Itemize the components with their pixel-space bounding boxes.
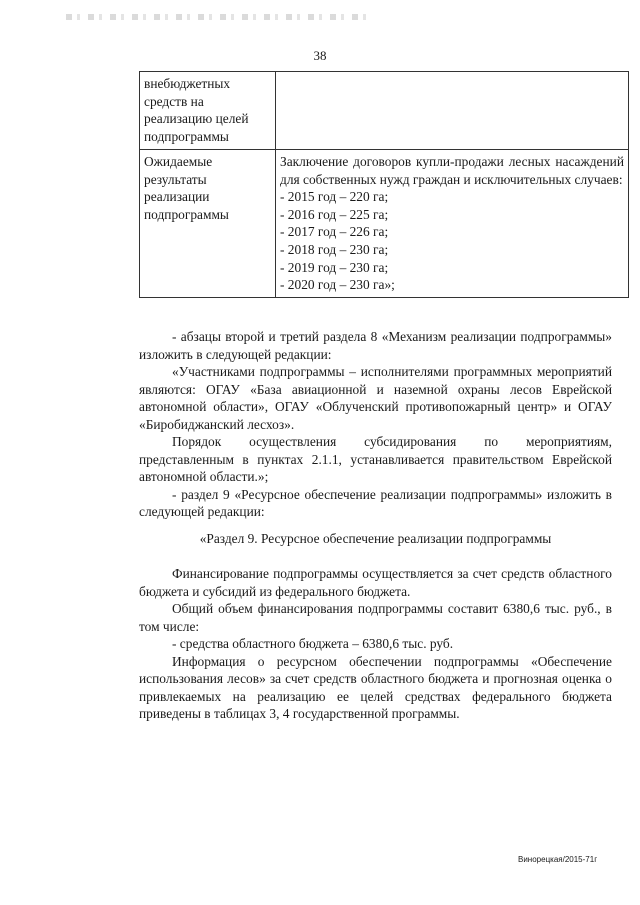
results-item-2018: - 2018 год – 230 га; — [280, 241, 389, 257]
table-row — [140, 72, 629, 150]
paragraph: Порядок осуществления субсидирования по мероприятиям, представленным в пунктах 2.1.1, устанавливается правительством Еврейской автономной области.»; — [139, 434, 612, 484]
section-heading: «Раздел 9. Ресурсное обеспечение реализации подпрограммы — [199, 531, 552, 546]
results-intro: Заключение договоров купли-продажи лесных насаждений для собственных нужд граждан и исключительных случаев: — [280, 154, 624, 187]
page-number: 38 — [313, 48, 327, 63]
results-item-2017: - 2017 год – 226 га; — [280, 224, 389, 240]
paragraph: - раздел 9 «Ресурсное обеспечение реализации подпрограммы» изложить в следующей редакции: — [139, 486, 612, 519]
results-item-2019: - 2019 год – 230 га; — [280, 259, 389, 275]
paragraph: «Участниками подпрограммы – исполнителями программных мероприятий являются: ОГАУ «База авиационной и наземной охраны лесов Еврейской автономной области», ОГАУ «Облученский противопожарный центр» и ОГАУ «Биробиджанский лесхоз». — [139, 364, 612, 432]
row-value-expected-results — [276, 150, 629, 298]
row-label-budget-funds: внебюджетных средств на реализацию целей подпрограммы — [140, 72, 276, 150]
section-heading-block — [139, 530, 612, 548]
table-row — [140, 150, 629, 298]
paragraph: Общий объем финансирования подпрограммы составит 6380,6 тыс. руб., в том числе: — [139, 601, 612, 634]
paragraph: Финансирование подпрограммы осуществляется за счет средств областного бюджета и субсидий из федерального бюджета. — [139, 566, 612, 599]
paragraph: - абзацы второй и третий раздела 8 «Механизм реализации подпрограммы» изложить в следующей редакции: — [139, 329, 612, 362]
row-label-expected-results: Ожидаемые результаты реализации подпрограммы — [140, 150, 276, 298]
amendment-text — [139, 328, 612, 521]
paragraph: - средства областного бюджета – 6380,6 тыс. руб. — [172, 636, 454, 651]
results-item-2015: - 2015 год – 220 га; — [280, 189, 389, 205]
results-item-2020: - 2020 год – 230 га»; — [280, 277, 395, 293]
subprogram-passport-table — [139, 71, 629, 298]
footer-reference: Винорецкая/2015-71г — [518, 855, 598, 864]
results-item-2016: - 2016 год – 225 га; — [280, 206, 389, 222]
section-9-text — [139, 565, 612, 723]
scan-header-noise — [66, 14, 366, 20]
row-value-budget-funds — [276, 72, 629, 150]
paragraph: Информация о ресурсном обеспечении подпрограммы «Обеспечение использования лесов» за счет средств областного бюджета и прогнозная оценка о привлекаемых на реализацию ее целей средствах федерального бюджета приведены в таблицах 3, 4 государственной программы. — [139, 653, 612, 721]
